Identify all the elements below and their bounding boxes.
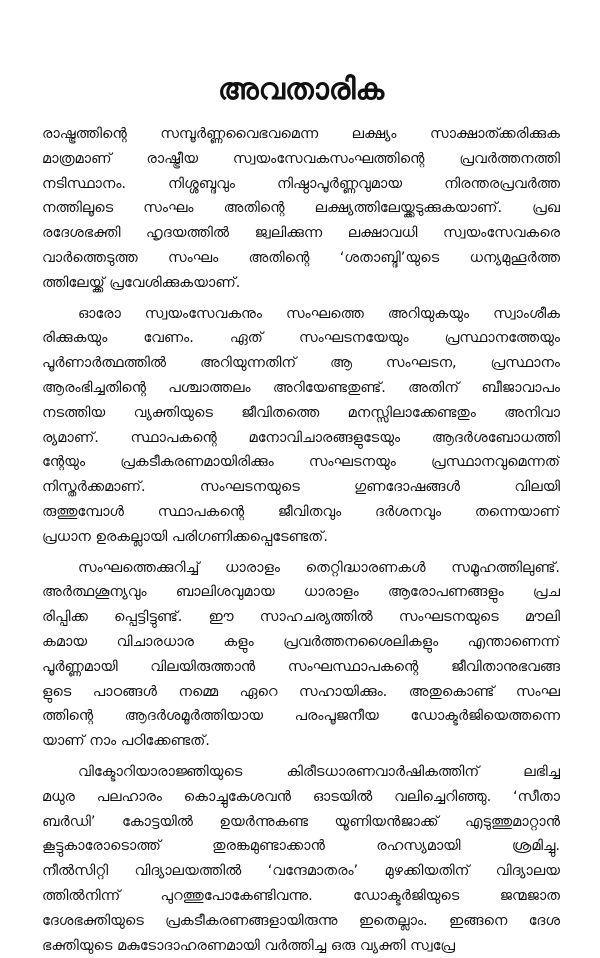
text-line: ത്തിന്റെ ആദർശമൂർത്തിയായ പരംപൂജനീയ ഡോക്ടർജിയെത്തന്നെ (42, 704, 560, 729)
text-line: അർത്ഥശൂന്യവും ബാലിശവുമായ ധാരാളം ആരോപണങ്ങളും പ്രച (42, 580, 560, 605)
text-line: പൂർണാർത്ഥത്തിൽ അറിയുന്നതിന് ആ സംഘടന, പ്രസ്ഥാനം (42, 351, 560, 376)
page-title: അവതാരിക (42, 70, 560, 110)
text-line: വിക്ടോറിയാരാജ്ഞിയുടെ കിരീടധാരണവാർഷികത്തിന് ലഭിച്ച (42, 760, 560, 785)
text-line: ത്തിലേയ്ക്ക് പ്രവേശിക്കുകയാണ്. (42, 271, 560, 296)
text-line: ഓരോ സ്വയംസേവകനും സംഘത്തെ അറിയുകയും സ്വാംശീക (42, 302, 560, 327)
text-line: നീൽസിറ്റി വിദ്യാലയത്തിൽ ‘വന്ദേമാതരം’ മുഴക്കിയതിന് വിദ്യാലയ (42, 859, 560, 884)
text-line: പൂർണ്ണമായി വിലയിരുത്താൻ സംഘസ്ഥാപകന്റെ ജീവിതാനുഭവങ്ങ (42, 655, 560, 680)
text-line: രുത്തുമ്പോൾ സ്ഥാപകന്റെ ജീവിതവും ദർശനവും തന്നെയാണ് (42, 500, 560, 525)
paragraph (42, 122, 560, 296)
text-line: കമായ വിചാരധാര കളും പ്രവർത്തനശൈലികളും എന്താണെന്ന് (42, 630, 560, 655)
text-line: രദേശഭക്തി ഹൃദയത്തിൽ ജ്വലിക്കുന്ന ലക്ഷാവധി സ്വയംസേവകരെ (42, 221, 560, 246)
text-line: കൂട്ടുകാരോടൊത്ത് തുരങ്കമുണ്ടാക്കാൻ രഹസ്യമായി ശ്രമിച്ചു. (42, 834, 560, 859)
text-line: ളുടെ പാഠങ്ങൾ നമ്മെ ഏറെ സഹായിക്കും. അതുകൊണ്ട് സംഘ (42, 680, 560, 705)
text-line: ദേശഭക്തിയുടെ പ്രകടീകരണങ്ങളായിരുന്നു ഇതെല്ലാം. ഇങ്ങനെ ദേശ (42, 909, 560, 934)
text-line: ബർഡി’ കോട്ടയിൽ ഉയർന്നുകണ്ട യൂണിയൻജാക്ക് എടുത്തുമാറ്റാൻ (42, 810, 560, 835)
text-line: രിക്കുകയും വേണം. ഏത് സംഘടനയേയും പ്രസ്ഥാനത്തേയും (42, 326, 560, 351)
text-line: വാർത്തെടുത്ത സംഘം അതിന്റെ ‘ശതാബ്ദി’യുടെ ധന്യമുഹൂർത്ത (42, 246, 560, 271)
paragraph (42, 556, 560, 754)
text-line: ന്റേയും പ്രകടീകരണമായിരിക്കും സംഘടനയും പ്രസ്ഥാനവുമെന്നത് (42, 450, 560, 475)
text-line: പ്രധാന ഉരകല്ലായി പരിഗണിക്കപ്പെടേണ്ടത്. (42, 525, 560, 550)
text-line: മാത്രമാണ് രാഷ്ട്രീയ സ്വയംസേവകസംഘത്തിന്റെ പ്രവർത്തനത്തി (42, 147, 560, 172)
text-line: രാഷ്ട്രത്തിന്റെ സമ്പൂർണ്ണവൈഭവമെന്ന ലക്ഷ്യം സാക്ഷാത്ക്കരിക്കുക (42, 122, 560, 147)
text-line: മധുര പലഹാരം കൊച്ചുകേശവൻ ഓടയിൽ വലിച്ചെറിഞ്ഞു. ‘സീതാ (42, 785, 560, 810)
body-text (42, 122, 560, 958)
text-line: ര്യമാണ്. സ്ഥാപകന്റെ മനോവിചാരങ്ങളുടേയും ആദർശബോധത്തി (42, 426, 560, 451)
text-line: ഭക്തിയുടെ മകുടോദാഹരണമായി വർത്തിച്ച ഒരു വ്യക്തി സ്വപ്രേ (42, 934, 560, 958)
text-line: ആരംഭിച്ചതിന്റെ പശ്ചാത്തലം അറിയേണ്ടതുണ്ട്. അതിന് ബീജാവാപം (42, 376, 560, 401)
paragraph (42, 760, 560, 958)
paragraph (42, 302, 560, 550)
text-line: ത്തിൽനിന്ന് പുറത്തുപോകേണ്ടിവന്നു. ഡോക്ടർജിയുടെ ജന്മജാത (42, 884, 560, 909)
text-line: യാണ് നാം പഠിക്കേണ്ടത്. (42, 729, 560, 754)
text-line: നത്തിലൂടെ സംഘം അതിന്റെ ലക്ഷ്യത്തിലേയ്ക്കടുക്കുകയാണ്. പ്രഖ (42, 196, 560, 221)
text-line: നടിസ്ഥാനം. നിശ്ശബ്ദവും നിഷ്ഠാപൂർണ്ണവുമായ നിരന്തരപ്രവർത്ത (42, 172, 560, 197)
text-line: നടത്തിയ വ്യക്തിയുടെ ജീവിതത്തെ മനസ്സിലാക്കേണ്ടതും അനിവാ (42, 401, 560, 426)
text-line: രിപ്പിക്ക പ്പെട്ടിട്ടുണ്ട്. ഈ സാഹചര്യത്തിൽ സംഘടനയുടെ മൗലി (42, 605, 560, 630)
text-line: നിസ്തർക്കമാണ്. സംഘടനയുടെ ഗുണദോഷങ്ങൾ വിലയി (42, 475, 560, 500)
text-line: സംഘത്തെക്കുറിച്ച് ധാരാളം തെറ്റിദ്ധാരണകൾ സമൂഹത്തിലുണ്ട്. (42, 556, 560, 581)
